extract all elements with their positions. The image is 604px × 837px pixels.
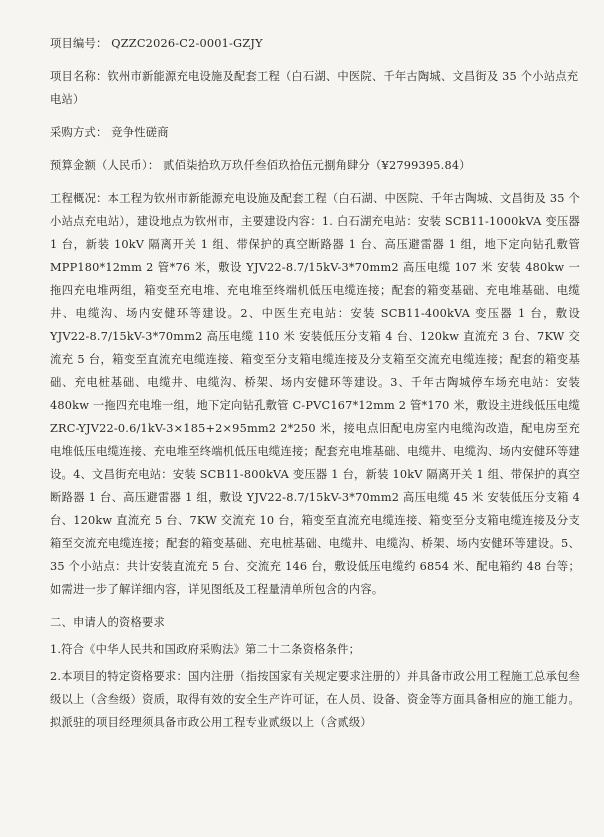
requirement-2: 2.本项目的特定资格要求：国内注册（指按国家有关规定要求注册的）并具备市政公用工程施工总承包叁级以上（含叁级）资质，取得有效的安全生产许可证，在人员、设备、资金等方面具备相应的施工能力。拟派驻的项目经理须具备市政公用工程专业贰级以上（含贰级） [50, 670, 580, 729]
project-name: 项目名称：钦州市新能源充电设施及配套工程（白石湖、中医院、千年古陶城、文昌街及 35 个小站点充电站） [50, 70, 579, 106]
budget-amount: 预算金额（人民币）： 贰佰柒拾玖万玖仟叁佰玖拾伍元捌角肆分（¥2799395.84） [50, 159, 471, 172]
section-heading-qualifications: 二、申请人的资格要求 [50, 616, 165, 629]
procurement-method: 采购方式： 竞争性磋商 [50, 126, 169, 139]
requirement-1: 1.符合《中华人民共和国政府采购法》第二十二条资格条件； [50, 643, 361, 656]
project-overview: 工程概况：本工程为钦州市新能源充电设施及配套工程（白石湖、中医院、千年古陶城、文昌街及 35 个小站点充电站），建设地点为钦州市，主要建设内容：1. 白石湖充电站：安装 SCB11-1000kVA 变压器 1 台，新装 10kV 隔离开关 1 组、带保护的真空断路器 1 台、高压避雷器 1 组，地下定向钻孔敷管 MPP180*12mm 2 管*76 米，敷设 YJV22-8.7/15kV-3*70mm2 高压电缆 107 米 安装 480kw 一拖四充电堆两组，箱变至充电堆、充电堆至终端机低压电缆连接；配套的箱变基础、充电堆基础、电缆井、电缆沟、场内安健环等建设。2、中医生充电站：安装 SCB11-400kVA 变压器 1 台，敷设 YJV22-8.7/15kV-3*70mm2 高压电缆 110 米 安装低压分支箱 4 台、120kw 直流充 3 台、7KW 交流充 5 台，箱变至直流充电缆连接、箱变至分支箱电缆连接及分支箱至交流充电缆连接；配套的箱变基础、充电桩基础、电缆井、电缆沟、桥架、场内安健环等建设。3、千年古陶城停车场充电站：安装 480kw 一拖四充电堆一组，地下定向钻孔敷管 C-PVC167*12mm 2 管*170 米，敷设主进线低压电缆 ZRC-YJV22-0.6/1kV-3×185+2×95mm2 2*250 米，接电点旧配电房室内电缆沟改造，配电房至充电堆低压电缆连接、充电堆至终端机低压电缆连接；配套充电堆基础、电缆井、电缆沟、场内安健环等建设。4、文昌街充电站：安装 SCB11-800kVA 变压器 1 台，新装 10kV 隔离开关 1 组、带保护的真空断路器 1 台、高压避雷器 1 组，敷设 YJV22-8.7/15kV-3*70mm2 高压电缆 45 米 安装低压分支箱 4 台、120kw 直流充 5 台、7KW 交流充 10 台，箱变至直流充电缆连接、箱变至分支箱电缆连接及分支箱至交流充电缆连接；配套的箱变基础、充电桩基础、电缆井、电缆沟、桥架、场内安健环等建设。5、35 个小站点：共计安装直流充 5 台、交流充 146 台，敷设低压电缆约 6854 米、配电箱约 48 台等；如需进一步了解详细内容，详见图纸及工程量清单所包含的内容。 [50, 192, 580, 596]
project-number: 项目编号： QZZC2026-C2-0001-GZJY [50, 37, 263, 50]
